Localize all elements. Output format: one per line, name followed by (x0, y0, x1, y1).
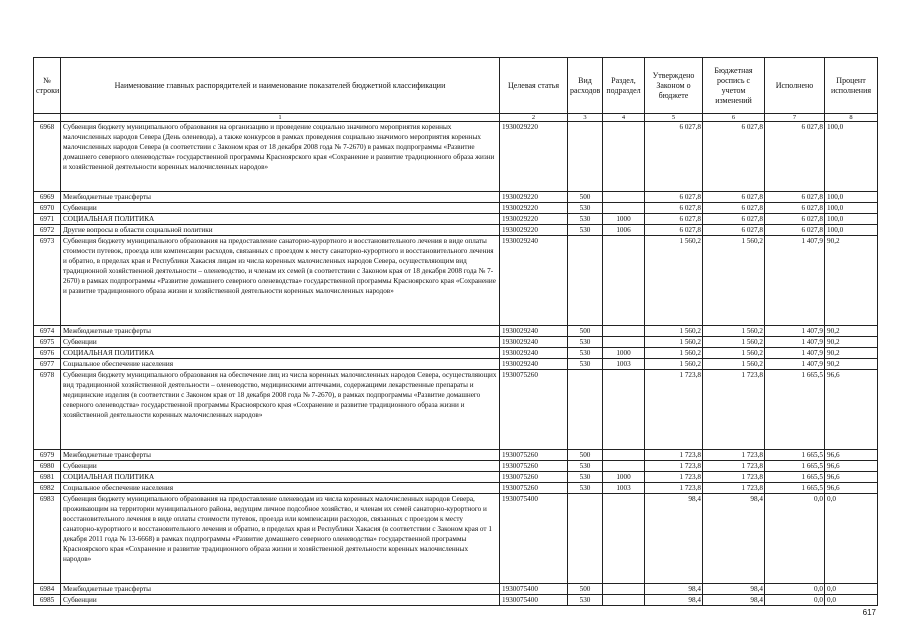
header-budget-schedule: Бюджетная роспись с учетом изменений (703, 58, 765, 114)
row-name: Социальное обеспечение населения (61, 359, 500, 370)
table-row (34, 326, 878, 337)
row-name: Субвенция бюджету муниципального образования на предоставление оленеводам из числа коренных малочисленных народов Севера, проживающим на территории муниципального района, ведущим личное подсобное хозяйство, и членам их семей санаторно-курортного и восстановительного лечения в виде оплаты стоимости путевок, проезда или компенсации расходов, связанных с проездом к месту санаторно-курортного и восстановительного лечения и обратно, в пределах края и Республики Хакасия (в соответствии с Законом края от 1 декабря 2011 года № 13-6668) в рамках подпрограммы «Развитие домашнего северного оленеводства» государственной программы Красноярского края «Сохранение и развитие традиционного образа жизни и хозяйственной деятельности коренных малочисленных народов» (61, 494, 500, 584)
expense-type: 530 (568, 461, 603, 472)
budget-amount: 6 027,8 (703, 122, 765, 192)
execution-percent: 96,6 (825, 461, 878, 472)
table-row (34, 461, 878, 472)
expense-type: 500 (568, 584, 603, 595)
section-code: 1000 (603, 472, 645, 483)
column-number (34, 114, 61, 122)
row-name: СОЦИАЛЬНАЯ ПОЛИТИКА (61, 214, 500, 225)
header-target-article: Целевая статья (500, 58, 568, 114)
budget-amount: 1 560,2 (703, 326, 765, 337)
approved-amount: 1 723,8 (645, 450, 703, 461)
section-code (603, 192, 645, 203)
row-name: Межбюджетные трансферты (61, 450, 500, 461)
row-number: 6982 (34, 483, 61, 494)
table-row (34, 450, 878, 461)
target-article: 1930029220 (500, 214, 568, 225)
section-code (603, 595, 645, 606)
table-row (34, 595, 878, 606)
execution-percent: 96,6 (825, 472, 878, 483)
expense-type (568, 494, 603, 584)
column-number: 5 (645, 114, 703, 122)
table-row (34, 584, 878, 595)
header-executed: Исполнено (765, 58, 825, 114)
row-number: 6974 (34, 326, 61, 337)
header-row-number: № строки (34, 58, 61, 114)
executed-amount: 6 027,8 (765, 192, 825, 203)
approved-amount: 1 723,8 (645, 483, 703, 494)
expense-type (568, 122, 603, 192)
row-name: СОЦИАЛЬНАЯ ПОЛИТИКА (61, 348, 500, 359)
row-number: 6973 (34, 236, 61, 326)
header-approved: Утверждено Законом о бюджете (645, 58, 703, 114)
executed-amount: 6 027,8 (765, 214, 825, 225)
executed-amount: 0,0 (765, 584, 825, 595)
row-number: 6975 (34, 337, 61, 348)
expense-type: 530 (568, 203, 603, 214)
execution-percent: 90,2 (825, 326, 878, 337)
section-code: 1000 (603, 214, 645, 225)
approved-amount: 1 560,2 (645, 359, 703, 370)
table-row (34, 214, 878, 225)
header-name: Наименование главных распорядителей и наименование показателей бюджетной классификации (61, 58, 500, 114)
table-row (34, 192, 878, 203)
budget-amount: 1 723,8 (703, 450, 765, 461)
target-article: 1930029240 (500, 359, 568, 370)
table-row (34, 370, 878, 450)
expense-type: 500 (568, 326, 603, 337)
approved-amount: 6 027,8 (645, 122, 703, 192)
row-number: 6978 (34, 370, 61, 450)
section-code (603, 494, 645, 584)
row-name: Субвенция бюджету муниципального образования на обеспечение лиц из числа коренных малочисленных народов Севера, осуществляющих вид традиционной хозяйственной деятельности – оленеводство, медицинскими аптечками, содержащими лекарственные препараты и медицинские изделия (в соответствии с Законом края от 18 декабря 2008 года № 7-2670), в рамках подпрограммы «Развитие домашнего северного оленеводства» государственной программы Красноярского края «Сохранение и развитие традиционного образа жизни и хозяйственной деятельности коренных малочисленных народов» (61, 370, 500, 450)
expense-type: 530 (568, 472, 603, 483)
target-article: 1930029240 (500, 348, 568, 359)
row-name: Субвенции (61, 595, 500, 606)
target-article: 1930075260 (500, 483, 568, 494)
row-number: 6981 (34, 472, 61, 483)
column-number: 2 (500, 114, 568, 122)
executed-amount: 1 407,9 (765, 236, 825, 326)
budget-amount: 1 723,8 (703, 370, 765, 450)
section-code: 1003 (603, 359, 645, 370)
target-article: 1930075400 (500, 584, 568, 595)
budget-amount: 98,4 (703, 584, 765, 595)
budget-amount: 6 027,8 (703, 225, 765, 236)
approved-amount: 1 723,8 (645, 461, 703, 472)
budget-amount: 1 560,2 (703, 348, 765, 359)
execution-percent: 90,2 (825, 236, 878, 326)
header-section: Раздел, подраздел (603, 58, 645, 114)
target-article: 1930075260 (500, 461, 568, 472)
execution-percent: 90,2 (825, 359, 878, 370)
executed-amount: 6 027,8 (765, 225, 825, 236)
row-number: 6970 (34, 203, 61, 214)
row-number: 6980 (34, 461, 61, 472)
table-row (34, 472, 878, 483)
row-name: Субвенция бюджету муниципального образования на предоставление санаторно-курортного и восстановительного лечения в виде оплаты стоимости путевок, проезда или компенсации расходов, связанных с проездом к месту санаторно-курортного и восстановительного лечения и обратно, в пределах края и Республики Хакасия лицам из числа коренных малочисленных народов Севера, осуществляющим вид традиционной хозяйственной деятельности – оленеводство, и членам их семей (в соответствии с Законом края от 18 декабря 2008 года № 7-2670) в рамках подпрограммы «Развитие домашнего северного оленеводства» государственной программы Красноярского края «Сохранение и развитие традиционного образа жизни и хозяйственной деятельности коренных малочисленных народов» (61, 236, 500, 326)
table-row (34, 236, 878, 326)
target-article: 1930075400 (500, 494, 568, 584)
row-number: 6985 (34, 595, 61, 606)
column-number: 8 (825, 114, 878, 122)
row-name: Субвенции (61, 461, 500, 472)
row-name: Межбюджетные трансферты (61, 192, 500, 203)
target-article: 1930029240 (500, 326, 568, 337)
column-number: 4 (603, 114, 645, 122)
approved-amount: 6 027,8 (645, 192, 703, 203)
budget-amount: 6 027,8 (703, 203, 765, 214)
section-code: 1000 (603, 348, 645, 359)
execution-percent: 100,0 (825, 225, 878, 236)
execution-percent: 96,6 (825, 483, 878, 494)
execution-percent: 0,0 (825, 584, 878, 595)
budget-amount: 98,4 (703, 595, 765, 606)
expense-type: 530 (568, 225, 603, 236)
table-row (34, 359, 878, 370)
row-number: 6976 (34, 348, 61, 359)
table-row (34, 203, 878, 214)
execution-percent: 0,0 (825, 494, 878, 584)
expense-type: 500 (568, 192, 603, 203)
row-name: Другие вопросы в области социальной политики (61, 225, 500, 236)
executed-amount: 1 665,5 (765, 370, 825, 450)
expense-type: 530 (568, 337, 603, 348)
approved-amount: 98,4 (645, 595, 703, 606)
execution-percent: 100,0 (825, 122, 878, 192)
expense-type: 500 (568, 450, 603, 461)
execution-percent: 90,2 (825, 348, 878, 359)
target-article: 1930029240 (500, 236, 568, 326)
header-expense-type: Вид расходов (568, 58, 603, 114)
approved-amount: 6 027,8 (645, 225, 703, 236)
page-number: 617 (862, 608, 876, 617)
target-article: 1930029220 (500, 225, 568, 236)
approved-amount: 1 560,2 (645, 348, 703, 359)
section-code (603, 584, 645, 595)
row-number: 6969 (34, 192, 61, 203)
target-article: 1930075260 (500, 472, 568, 483)
section-code (603, 122, 645, 192)
executed-amount: 1 665,5 (765, 461, 825, 472)
row-name: Субвенции (61, 203, 500, 214)
table-row (34, 337, 878, 348)
header-percent: Процент исполнения (825, 58, 878, 114)
executed-amount: 6 027,8 (765, 203, 825, 214)
budget-report-sheet (33, 57, 877, 606)
executed-amount: 1 407,9 (765, 359, 825, 370)
section-code (603, 461, 645, 472)
approved-amount: 1 560,2 (645, 326, 703, 337)
executed-amount: 6 027,8 (765, 122, 825, 192)
budget-amount: 1 560,2 (703, 337, 765, 348)
approved-amount: 6 027,8 (645, 203, 703, 214)
expense-type: 530 (568, 214, 603, 225)
target-article: 1930029220 (500, 122, 568, 192)
execution-percent: 100,0 (825, 203, 878, 214)
column-number-row (34, 114, 878, 122)
section-code (603, 326, 645, 337)
row-name: Межбюджетные трансферты (61, 326, 500, 337)
row-number: 6983 (34, 494, 61, 584)
executed-amount: 0,0 (765, 595, 825, 606)
section-code: 1003 (603, 483, 645, 494)
target-article: 1930075260 (500, 370, 568, 450)
budget-amount: 1 723,8 (703, 461, 765, 472)
section-code (603, 337, 645, 348)
budget-amount: 98,4 (703, 494, 765, 584)
expense-type: 530 (568, 359, 603, 370)
table-row (34, 494, 878, 584)
approved-amount: 1 723,8 (645, 472, 703, 483)
executed-amount: 1 665,5 (765, 472, 825, 483)
approved-amount: 6 027,8 (645, 214, 703, 225)
section-code: 1006 (603, 225, 645, 236)
section-code (603, 203, 645, 214)
approved-amount: 1 723,8 (645, 370, 703, 450)
executed-amount: 1 665,5 (765, 450, 825, 461)
table-header-row (34, 58, 878, 114)
target-article: 1930075260 (500, 450, 568, 461)
column-number: 3 (568, 114, 603, 122)
budget-amount: 1 723,8 (703, 472, 765, 483)
executed-amount: 1 407,9 (765, 326, 825, 337)
table-row (34, 483, 878, 494)
execution-percent: 100,0 (825, 214, 878, 225)
row-number: 6977 (34, 359, 61, 370)
executed-amount: 1 407,9 (765, 337, 825, 348)
expense-type: 530 (568, 348, 603, 359)
target-article: 1930029220 (500, 192, 568, 203)
execution-percent: 90,2 (825, 337, 878, 348)
column-number: 7 (765, 114, 825, 122)
approved-amount: 98,4 (645, 584, 703, 595)
expense-type (568, 236, 603, 326)
row-number: 6968 (34, 122, 61, 192)
row-number: 6971 (34, 214, 61, 225)
executed-amount: 1 665,5 (765, 483, 825, 494)
row-number: 6979 (34, 450, 61, 461)
expense-type (568, 370, 603, 450)
execution-percent: 0,0 (825, 595, 878, 606)
row-name: Субвенция бюджету муниципального образования на организацию и проведение социально значимого мероприятия коренных малочисленных народов Севера (День оленевода), а также конкурсов в рамках проведения социально значимого мероприятия коренных малочисленных народов Севера (в соответствии с Законом края от 18 декабря 2008 года № 7-2670) в рамках подпрограммы «Развитие домашнего северного оленеводства» государственной программы Красноярского края «Сохранение и развитие традиционного образа жизни и хозяйственной деятельности коренных малочисленных народов» (61, 122, 500, 192)
executed-amount: 0,0 (765, 494, 825, 584)
budget-amount: 6 027,8 (703, 214, 765, 225)
row-name: Субвенции (61, 337, 500, 348)
execution-percent: 96,6 (825, 450, 878, 461)
budget-amount: 1 723,8 (703, 483, 765, 494)
budget-amount: 1 560,2 (703, 359, 765, 370)
budget-amount: 6 027,8 (703, 192, 765, 203)
row-number: 6984 (34, 584, 61, 595)
approved-amount: 1 560,2 (645, 236, 703, 326)
table-row (34, 225, 878, 236)
row-name: Межбюджетные трансферты (61, 584, 500, 595)
execution-percent: 100,0 (825, 192, 878, 203)
section-code (603, 370, 645, 450)
target-article: 1930075400 (500, 595, 568, 606)
column-number: 6 (703, 114, 765, 122)
execution-percent: 96,6 (825, 370, 878, 450)
column-number: 1 (61, 114, 500, 122)
approved-amount: 98,4 (645, 494, 703, 584)
row-name: СОЦИАЛЬНАЯ ПОЛИТИКА (61, 472, 500, 483)
row-number: 6972 (34, 225, 61, 236)
budget-amount: 1 560,2 (703, 236, 765, 326)
row-name: Социальное обеспечение населения (61, 483, 500, 494)
section-code (603, 450, 645, 461)
budget-execution-table (33, 57, 878, 606)
expense-type: 530 (568, 483, 603, 494)
target-article: 1930029240 (500, 337, 568, 348)
target-article: 1930029220 (500, 203, 568, 214)
section-code (603, 236, 645, 326)
approved-amount: 1 560,2 (645, 337, 703, 348)
table-row (34, 122, 878, 192)
executed-amount: 1 407,9 (765, 348, 825, 359)
expense-type: 530 (568, 595, 603, 606)
table-body (34, 114, 878, 606)
table-row (34, 348, 878, 359)
